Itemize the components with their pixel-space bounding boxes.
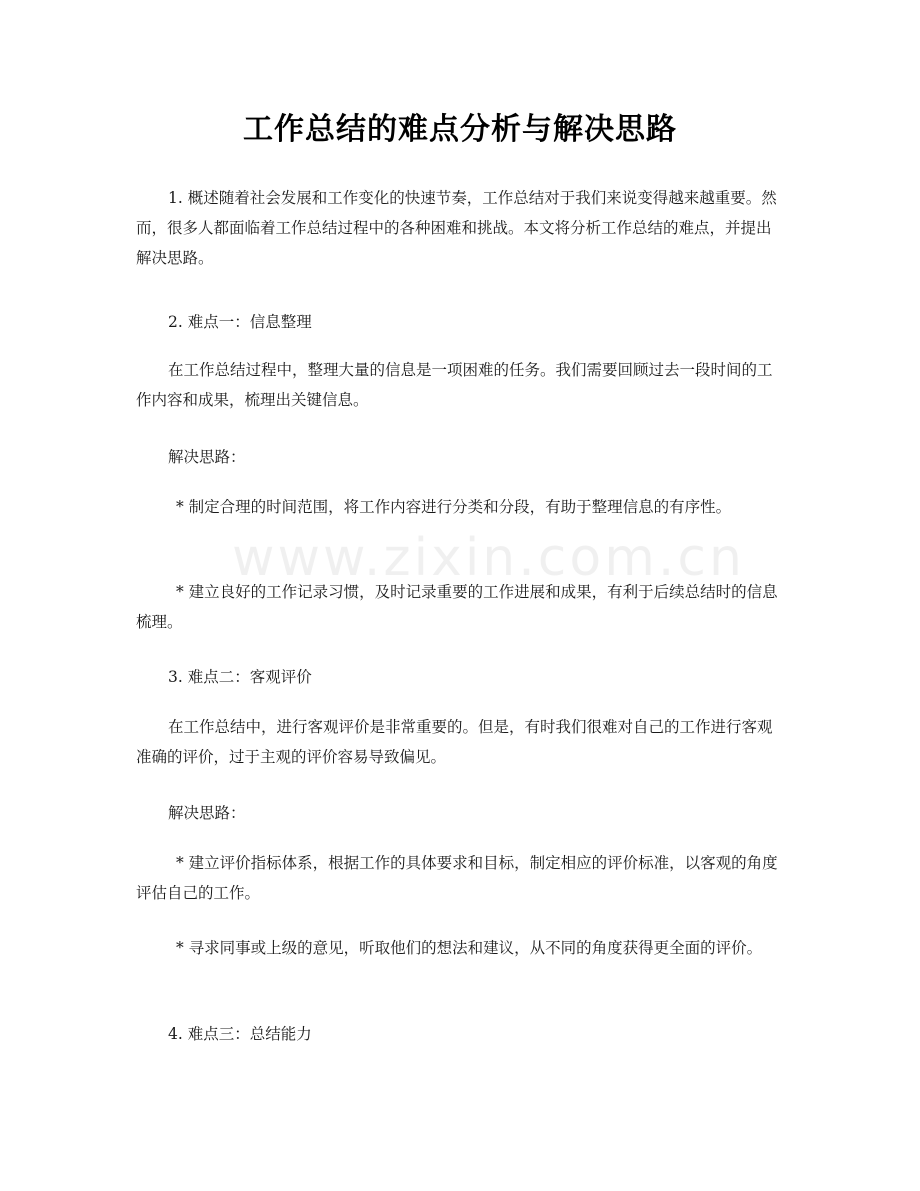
bullet-solution-2a: * 建立评价指标体系，根据工作的具体要求和目标，制定相应的评价标准，以客观的角度评估自己的工作。 bbox=[136, 854, 778, 902]
heading-difficulty-2: 3. 难点二：客观评价 bbox=[168, 668, 312, 686]
document-title: 工作总结的难点分析与解决思路 bbox=[243, 112, 677, 147]
bullet-solution-1a: * 制定合理的时间范围，将工作内容进行分类和分段，有助于整理信息的有序性。 bbox=[176, 498, 732, 516]
label-solutions-1: 解决思路： bbox=[168, 448, 246, 466]
label-solutions-2: 解决思路： bbox=[168, 804, 246, 822]
paragraph-overview: 1. 概述随着社会发展和工作变化的快速节奏，工作总结对于我们来说变得越来越重要。然而，很多人都面临着工作总结过程中的各种困难和挑战。本文将分析工作总结的难点，并提出解决思路。 bbox=[136, 189, 777, 267]
bullet-solution-2b: * 寻求同事或上级的意见，听取他们的想法和建议，从不同的角度获得更全面的评价。 bbox=[176, 939, 763, 957]
watermark: www.zixin.com.cn bbox=[232, 528, 745, 588]
paragraph-difficulty-2: 在工作总结中，进行客观评价是非常重要的。但是，有时我们很难对自己的工作进行客观准确的评价，过于主观的评价容易导致偏见。 bbox=[136, 718, 773, 766]
heading-difficulty-1: 2. 难点一：信息整理 bbox=[168, 313, 312, 331]
bullet-solution-1b: * 建立良好的工作记录习惯，及时记录重要的工作进展和成果，有利于后续总结时的信息梳理。 bbox=[136, 583, 778, 631]
heading-difficulty-3: 4. 难点三：总结能力 bbox=[168, 1025, 312, 1043]
paragraph-difficulty-1: 在工作总结过程中，整理大量的信息是一项困难的任务。我们需要回顾过去一段时间的工作内容和成果，梳理出关键信息。 bbox=[136, 361, 773, 409]
